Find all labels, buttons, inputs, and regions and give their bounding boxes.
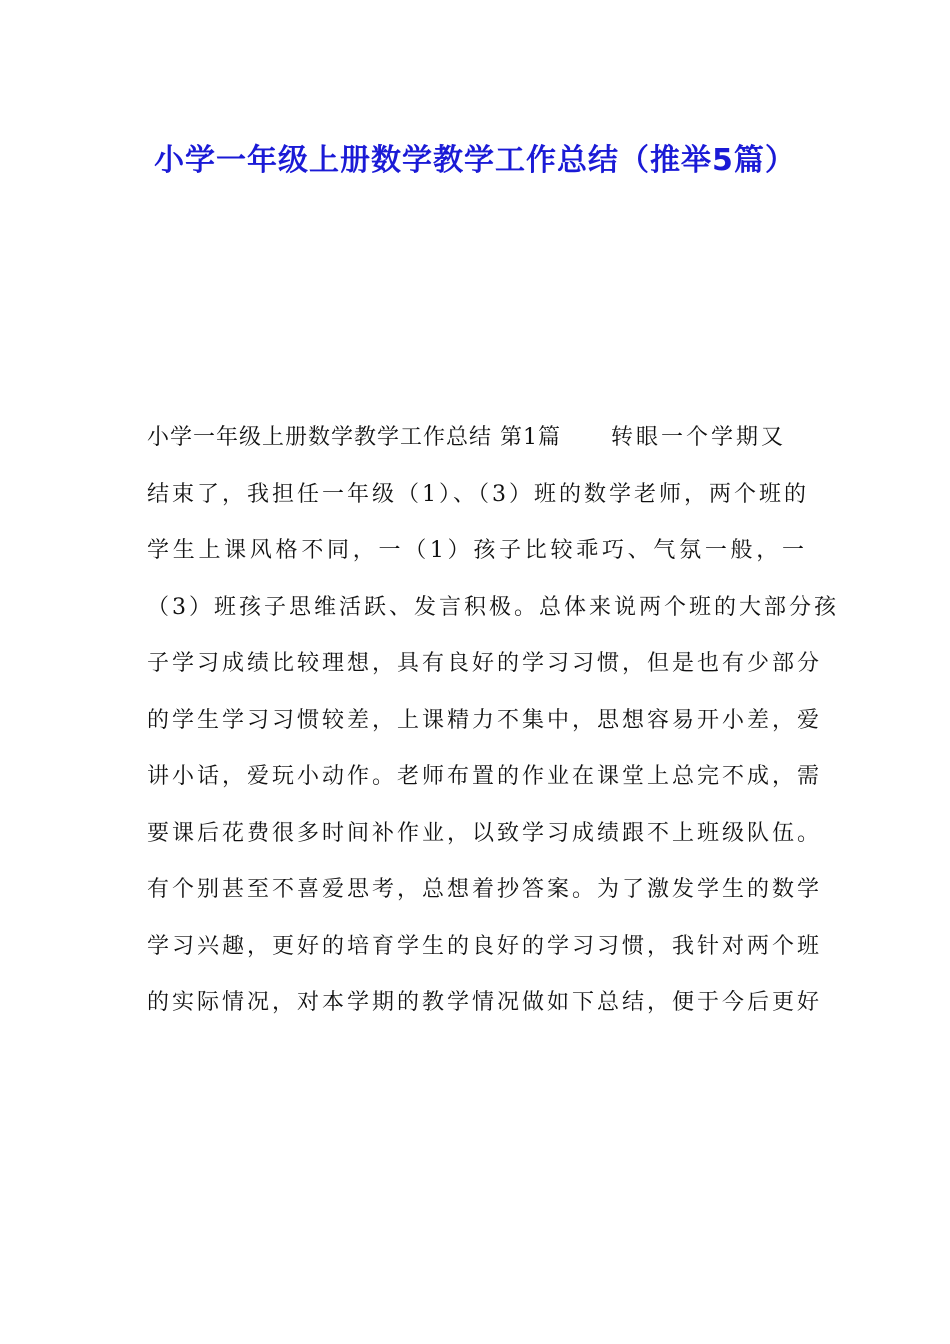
paragraph-line: （3）班孩子思维活跃、发言积极。总体来说两个班的大部分孩 bbox=[147, 594, 839, 620]
paragraph-line-text: 转眼一个学期又 bbox=[611, 425, 787, 450]
paragraph-line: 结束了，我担任一年级（1）、（3）班的数学老师，两个班的 bbox=[147, 481, 809, 507]
paragraph-line: 的实际情况，对本学期的教学情况做如下总结，便于今后更好 bbox=[147, 990, 823, 1015]
document-title: 小学一年级上册数学教学工作总结（推举5篇） bbox=[154, 143, 796, 178]
paragraph-line: 讲小话，爱玩小动作。老师布置的作业在课堂上总完不成，需 bbox=[147, 764, 823, 789]
section-heading: 小学一年级上册数学教学工作总结 第1篇 bbox=[147, 425, 561, 450]
paragraph-line: 子学习成绩比较理想，具有良好的学习习惯，但是也有少部分 bbox=[147, 651, 823, 676]
paragraph-line: 学习兴趣，更好的培育学生的良好的学习习惯，我针对两个班 bbox=[147, 933, 823, 959]
document-body bbox=[147, 410, 839, 1032]
paragraph-line: 学生上课风格不同，一（1）孩子比较乖巧、气氛一般，一 bbox=[147, 538, 807, 563]
paragraph-line bbox=[147, 410, 807, 467]
paragraph-line: 的学生学习习惯较差，上课精力不集中，思想容易开小差，爱 bbox=[147, 707, 823, 733]
paragraph-line: 有个别甚至不喜爱思考，总想着抄答案。为了激发学生的数学 bbox=[147, 877, 823, 902]
paragraph-line: 要课后花费很多时间补作业，以致学习成绩跟不上班级队伍。 bbox=[147, 820, 823, 846]
